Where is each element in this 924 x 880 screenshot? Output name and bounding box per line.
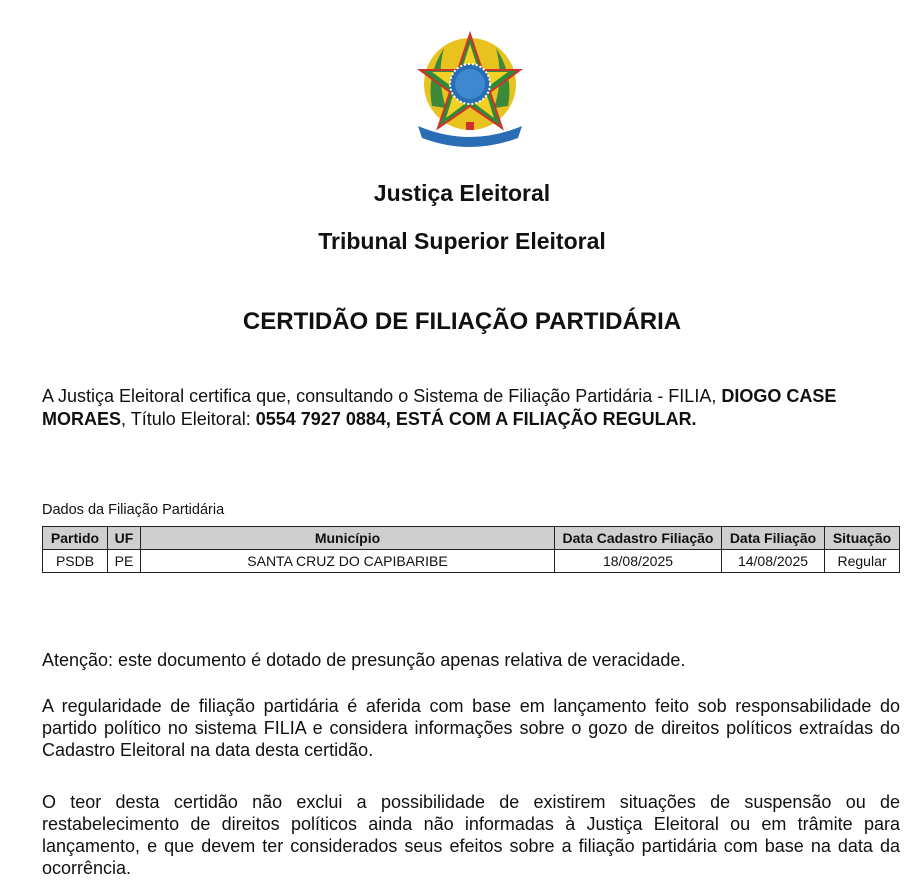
table-row	[43, 550, 900, 573]
certification-statement	[42, 385, 882, 431]
coat-of-arms-emblem	[410, 26, 530, 150]
cell-situacao: Regular	[825, 550, 900, 573]
intro-text-c: ,	[385, 409, 396, 429]
voter-title-number: 0554 7927 0884	[255, 409, 386, 429]
emblem-globe-inner	[455, 69, 485, 99]
cell-municipio: SANTA CRUZ DO CAPIBARIBE	[141, 550, 555, 573]
header-data-cadastro: Data Cadastro Filiação	[555, 527, 722, 550]
emblem-hilt	[466, 122, 474, 130]
header-partido: Partido	[43, 527, 108, 550]
cell-data-cadastro: 18/08/2025	[555, 550, 722, 573]
header-situacao: Situação	[825, 527, 900, 550]
regularity-note: A regularidade de filiação partidária é aferida com base em lançamento feito sob responsabilidade do partido político no sistema FILIA e considera informações sobre o gozo de direitos políticos extraídas do Cadastro Eleitoral na data desta certidão.	[42, 696, 900, 760]
cell-data-filiacao: 14/08/2025	[722, 550, 825, 573]
cell-partido: PSDB	[43, 550, 108, 573]
table-caption: Dados da Filiação Partidária	[42, 502, 225, 518]
intro-text-b: , Título Eleitoral:	[121, 409, 256, 429]
scope-note: O teor desta certidão não exclui a possibilidade de existirem situações de suspensão ou de restabelecimento de direitos políticos ainda não informadas à Justiça Eleitoral ou em trâmite para lançamento, e que devem ter considerados seus efeitos sobre a filiação partidária com base na data da ocorrência.	[42, 792, 900, 878]
intro-text-a: A Justiça Eleitoral certifica que, consultando o Sistema de Filiação Partidária - FILIA,	[42, 386, 722, 406]
attention-note: Atenção: este documento é dotado de presunção apenas relativa de veracidade.	[42, 650, 686, 670]
header-municipio: Município	[141, 527, 555, 550]
document-title: CERTIDÃO DE FILIAÇÃO PARTIDÁRIA	[242, 308, 682, 335]
table-header-row	[43, 527, 900, 550]
header-uf: UF	[108, 527, 141, 550]
voter-name: DIOGO CASE MORAES	[42, 386, 837, 429]
affiliation-status-statement: ESTÁ COM A FILIAÇÃO REGULAR.	[395, 409, 697, 429]
header-data-filiacao: Data Filiação	[722, 527, 825, 550]
court-name: Tribunal Superior Eleitoral	[318, 228, 606, 254]
org-name: Justiça Eleitoral	[373, 180, 551, 206]
affiliation-table	[42, 526, 900, 573]
cell-uf: PE	[108, 550, 141, 573]
